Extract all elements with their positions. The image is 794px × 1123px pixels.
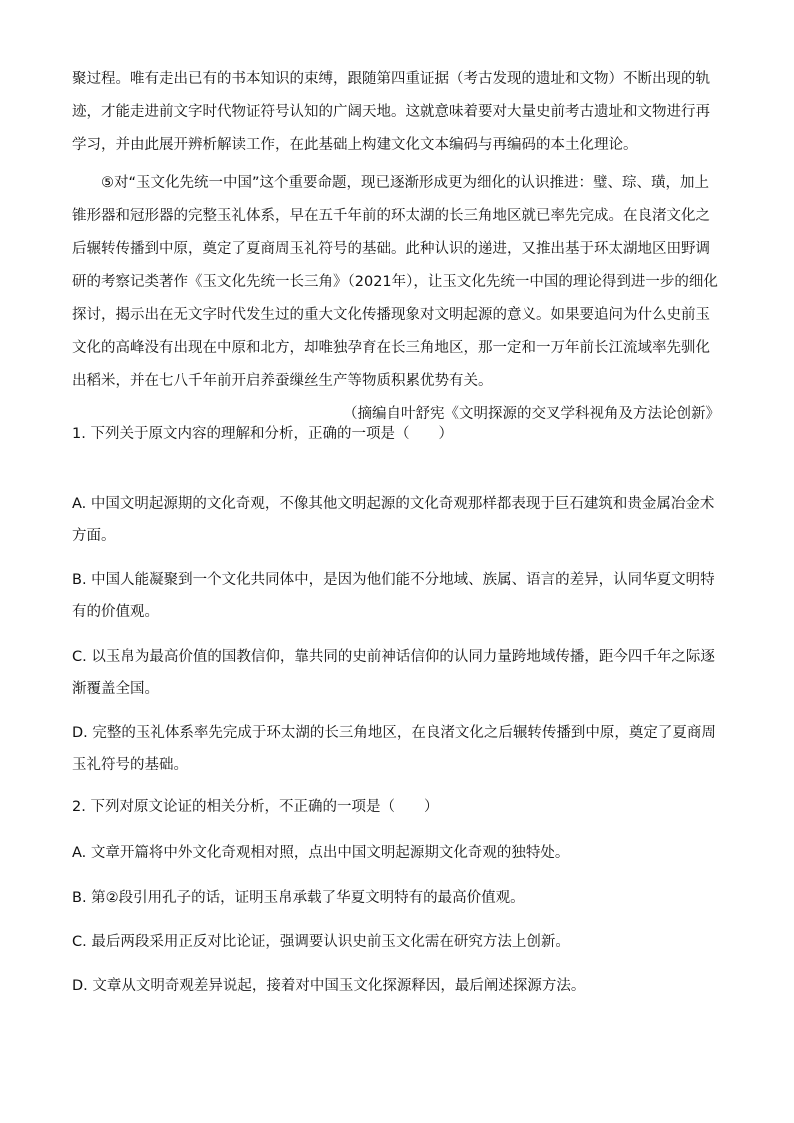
question-2-option-d: D. 文章从文明奇观差异说起，接着对中国玉文化探源释因，最后阐述探源方法。 xyxy=(72,978,586,994)
question-1-stem: 1. 下列关于原文内容的理解和分析，正确的一项是（ ） xyxy=(72,426,453,442)
question-2-option-a: A. 文章开篇将中外文化奇观相对照，点出中国文明起源期文化奇观的独特处。 xyxy=(72,845,570,861)
question-1-option-a: A. 中国文明起源期的文化奇观，不像其他文明起源的文化奇观那样都表现于巨石建筑和贵金属冶金术方面。 xyxy=(72,496,715,544)
passage-paragraph-5: ⑤对“玉文化先统一中国”这个重要命题，现已逐渐形成更为细化的认识推进：璧、琮、璜，加上锥形器和冠形器的完整玉礼体系，早在五千年前的环太湖的长三角地区就已率先完成。在良渚文化之后辗转传播到中原，奠定了夏商周玉礼符号的基础。此种认识的递进，又推出基于环太湖地区田野调研的考察记类著作《玉文化先统一长三角》（2021年），让玉文化先统一中国的理论得到进一步的细化探讨，揭示出在无文字时代发生过的重大文化传播现象对文明起源的意义。如果要追问为什么史前玉文化的高峰没有出现在中原和北方，却唯独孕育在长三角地区，那一定和一万年前长江流域率先驯化出稻米，并在七八千年前开启养蚕缫丝生产等物质积累优势有关。 xyxy=(72,175,718,389)
question-1-option-d: D. 完整的玉礼体系率先完成于环太湖的长三角地区，在良渚文化之后辗转传播到中原，奠定了夏商周玉礼符号的基础。 xyxy=(72,725,716,773)
question-1-option-b: B. 中国人能凝聚到一个文化共同体中，是因为他们能不分地域、族属、语言的差异，认同华夏文明特有的价值观。 xyxy=(72,572,715,620)
question-1-option-c: C. 以玉帛为最高价值的国教信仰，靠共同的史前神话信仰的认同力量跨地域传播，距今四千年之际逐渐覆盖全国。 xyxy=(72,649,715,697)
passage-source: （摘编自叶舒宪《文明探源的交叉学科视角及方法论创新》 xyxy=(343,406,720,422)
question-2-option-c: C. 最后两段采用正反对比论证，强调要认识史前玉文化需在研究方法上创新。 xyxy=(72,934,570,950)
question-2-stem: 2. 下列对原文论证的相关分析，不正确的一项是（ ） xyxy=(72,799,439,815)
question-2-option-b: B. 第②段引用孔子的话，证明玉帛承载了华夏文明特有的最高价值观。 xyxy=(72,890,525,906)
passage-paragraph-continued: 聚过程。唯有走出已有的书本知识的束缚，跟随第四重证据（考古发现的遗址和文物）不断出现的轨迹，才能走进前文字时代物证符号认知的广阔天地。这就意味着要对大量史前考古遗址和文物进行再学习，并由此展开辨析解读工作，在此基础上构建文化文本编码与再编码的本土化理论。 xyxy=(72,71,710,153)
